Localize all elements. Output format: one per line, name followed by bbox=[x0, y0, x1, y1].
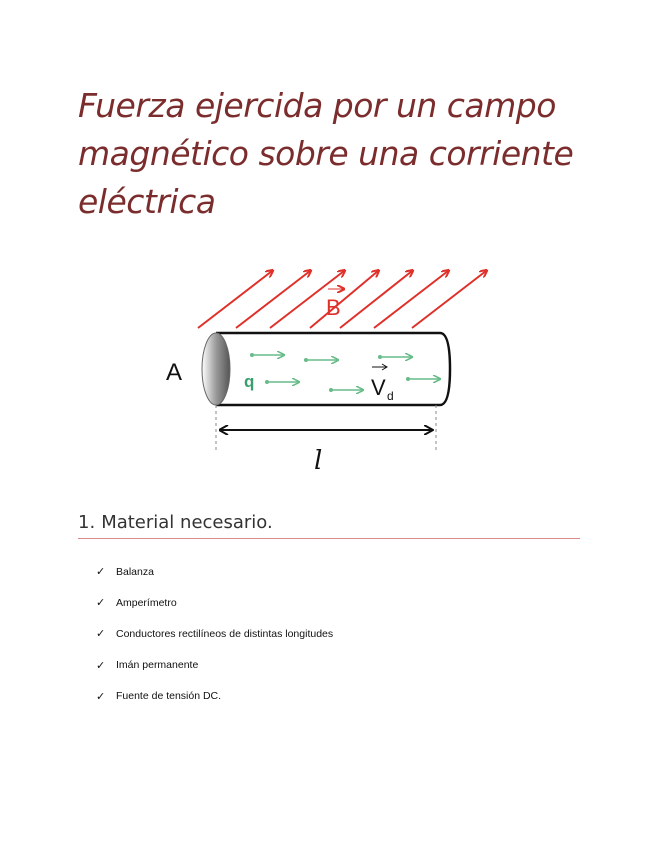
materials-list bbox=[96, 556, 333, 712]
section-title: Material necesario. bbox=[101, 512, 273, 533]
magnetic-force-diagram bbox=[150, 255, 510, 485]
field-label bbox=[326, 289, 343, 320]
check-icon: ✓ bbox=[96, 596, 106, 610]
list-item bbox=[96, 556, 333, 587]
check-icon: ✓ bbox=[96, 565, 106, 579]
svg-text:V: V bbox=[371, 375, 386, 400]
length-dimension bbox=[216, 405, 436, 476]
conductor-cylinder bbox=[216, 333, 450, 405]
list-item-label: Fuente de tensión DC. bbox=[116, 690, 222, 703]
list-item-label: Conductores rectilíneos de distintas longitudes bbox=[116, 627, 334, 640]
check-icon: ✓ bbox=[96, 689, 106, 703]
area-label: A bbox=[166, 359, 183, 386]
list-item bbox=[96, 650, 333, 681]
charge-label: q bbox=[244, 372, 255, 391]
cross-section-cap bbox=[202, 333, 230, 405]
check-icon: ✓ bbox=[96, 627, 106, 641]
list-item-label: Imán permanente bbox=[116, 659, 199, 672]
list-item-label: Balanza bbox=[116, 565, 154, 578]
list-item bbox=[96, 681, 333, 712]
list-item bbox=[96, 587, 333, 618]
materials-section bbox=[78, 512, 580, 539]
page-title: Fuerza ejercida por un campo magnético sobre una corriente eléctrica bbox=[78, 86, 574, 221]
check-icon: ✓ bbox=[96, 658, 106, 672]
list-item bbox=[96, 618, 333, 649]
section-number: 1. bbox=[78, 512, 96, 533]
field-arrows bbox=[198, 271, 486, 328]
svg-text:B: B bbox=[326, 295, 341, 320]
list-item-label: Amperímetro bbox=[116, 596, 177, 609]
svg-text:d: d bbox=[387, 389, 394, 403]
length-label: l bbox=[314, 446, 323, 476]
section-heading bbox=[78, 512, 580, 533]
